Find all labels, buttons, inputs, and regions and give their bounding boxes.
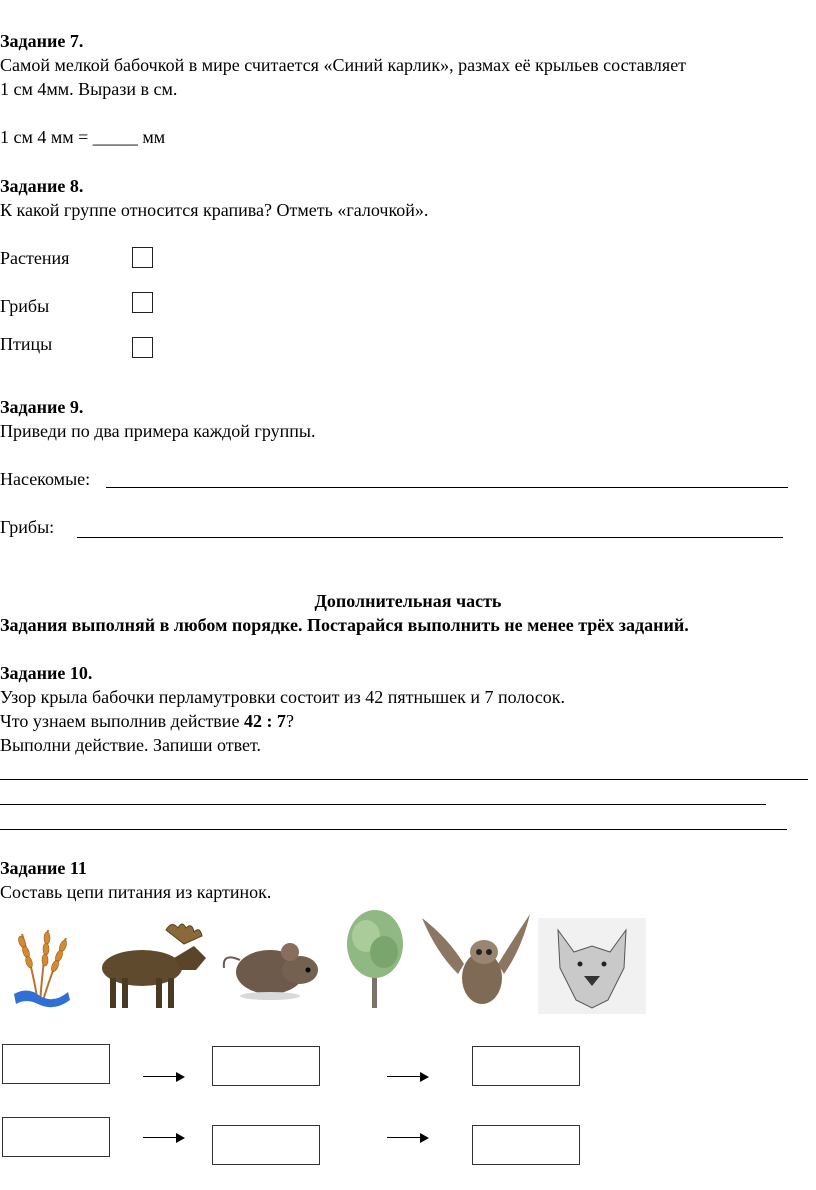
- answer-line-2[interactable]: [0, 804, 766, 805]
- task9-title: Задание 9.: [0, 397, 84, 417]
- task7-equation: 1 см 4 мм = _____ мм: [0, 127, 166, 147]
- mouse-picture: [220, 932, 326, 1004]
- option-checkbox-birds[interactable]: [132, 337, 153, 358]
- extra-instruction: Задания выполняй в любом порядке. Постарайся выполнить не менее трёх заданий.: [0, 615, 689, 635]
- chain1-box3[interactable]: [472, 1046, 580, 1086]
- owl-picture: [418, 908, 534, 1012]
- chain2-box1[interactable]: [2, 1117, 110, 1157]
- chain1-box1[interactable]: [2, 1044, 110, 1084]
- chain1-box2[interactable]: [212, 1046, 320, 1086]
- task7-text-line1: Самой мелкой бабочкой в мире считается «Синий карлик», размах её крыльев составляет: [0, 55, 687, 75]
- chain2-box2[interactable]: [212, 1125, 320, 1165]
- chain1-arrow1: [143, 1071, 185, 1083]
- chain2-arrow1: [143, 1132, 185, 1144]
- task8-title: Задание 8.: [0, 176, 84, 196]
- moose-picture: [86, 918, 214, 1014]
- insects-answer-line[interactable]: [106, 487, 788, 488]
- wolf-picture: [538, 918, 646, 1014]
- option-checkbox-plants[interactable]: [132, 247, 153, 268]
- fungi-answer-line[interactable]: [77, 537, 783, 538]
- task11-question: Составь цепи питания из картинок.: [0, 882, 272, 902]
- answer-line-3[interactable]: [0, 829, 787, 830]
- fungi-label: Грибы:: [0, 517, 55, 537]
- task10-text-line1: Узор крыла бабочки перламутровки состоит из 42 пятнышек и 7 полосок.: [0, 687, 566, 707]
- chain2-arrow2: [387, 1132, 429, 1144]
- task10-text-line2: [0, 709, 294, 733]
- option-label-fungi: Грибы: [0, 296, 50, 316]
- answer-line-1[interactable]: [0, 779, 808, 780]
- chain2-box3[interactable]: [472, 1125, 580, 1165]
- chain1-arrow2: [387, 1071, 429, 1083]
- task10-expression: 42 : 7: [243, 711, 286, 731]
- tree-picture: [340, 904, 410, 1012]
- task10-line2-suffix: ?: [285, 711, 294, 731]
- task10-line2-prefix: Что узнаем выполнив действие: [0, 711, 244, 731]
- option-checkbox-fungi[interactable]: [132, 292, 153, 313]
- extra-heading: Дополнительная часть: [314, 591, 502, 611]
- task11-title: Задание 11: [0, 858, 87, 878]
- option-label-plants: Растения: [0, 248, 70, 268]
- task8-question: К какой группе относится крапива? Отметь «галочкой».: [0, 200, 429, 220]
- task7-title: Задание 7.: [0, 31, 84, 51]
- insects-label: Насекомые:: [0, 469, 91, 489]
- task9-question: Приведи по два примера каждой группы.: [0, 421, 316, 441]
- task10-title: Задание 10.: [0, 663, 93, 683]
- option-label-birds: Птицы: [0, 334, 53, 354]
- wheat-picture: [8, 924, 74, 1016]
- task7-text-line2: 1 см 4мм. Вырази в см.: [0, 79, 178, 99]
- task10-text-line3: Выполни действие. Запиши ответ.: [0, 735, 262, 755]
